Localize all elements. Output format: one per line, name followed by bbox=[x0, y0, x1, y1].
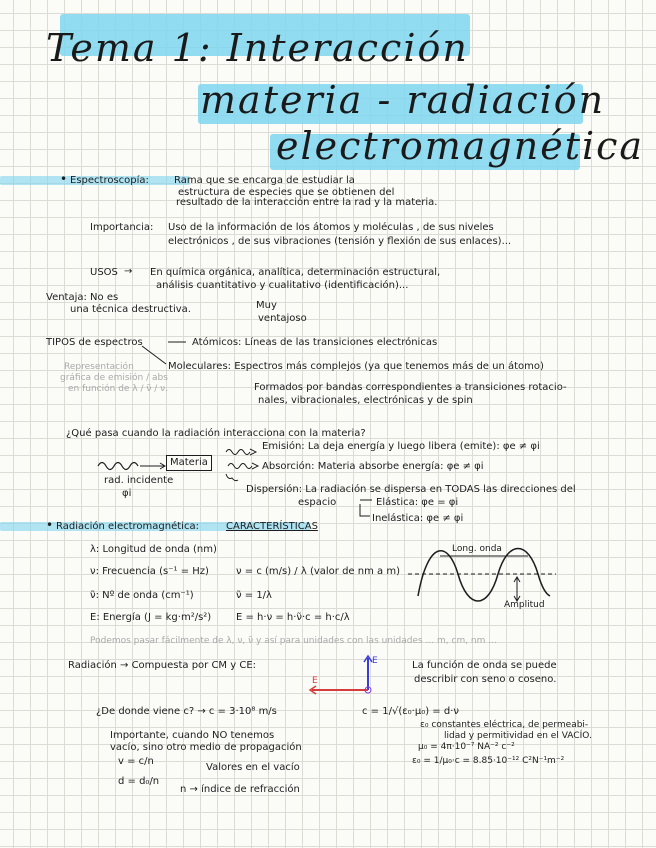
usos-line-2: análisis cuantitativo y cualitativo (identificación)... bbox=[156, 280, 409, 291]
dispersion-text-1: Dispersión: La radiación se dispersa en TODAS las direcciones del bbox=[246, 484, 576, 495]
v-c-note: Valores en el vacío bbox=[206, 762, 300, 773]
radiacion-label: Radiación electromagnética: bbox=[56, 521, 199, 532]
energia-def: E: Energía (J = kg·m²/s²) bbox=[90, 612, 212, 623]
interaccion-pregunta: ¿Qué pasa cuando la radiación interacciona con la materia? bbox=[66, 428, 366, 439]
constantes-line-1: ε₀ constantes eléctrica, de permeabi- bbox=[420, 720, 589, 730]
bullet: • bbox=[46, 518, 54, 532]
formados-line-2: nales, vibracionales, electrónicas y de spin bbox=[258, 395, 473, 406]
constantes-line-2: lidad y permitividad en el VACÍO. bbox=[444, 731, 592, 741]
usos-line-1: En química orgánica, analítica, determinación estructural, bbox=[150, 267, 441, 278]
rad-incidente-2: φi bbox=[122, 488, 132, 499]
formados-line-1: Formados por bandas correspondientes a transiciones rotacio- bbox=[254, 382, 567, 393]
d-n-note: n → índice de refracción bbox=[180, 784, 300, 795]
lambda-def: λ: Longitud de onda (nm) bbox=[90, 544, 217, 555]
inelastica-text: Inelástica: φe ≠ φi bbox=[372, 513, 464, 524]
espectroscopia-def-2: estructura de especies que se obtienen del bbox=[178, 187, 395, 198]
tipos-label: TIPOS de espectros bbox=[46, 337, 143, 348]
importancia-line-2: electrónicos , de sus vibraciones (tensión y flexión de sus enlaces)... bbox=[168, 236, 512, 247]
materia-box: Materia bbox=[166, 455, 212, 471]
importancia-label: Importancia: bbox=[90, 222, 154, 233]
d-n-formula: d = d₀/n bbox=[118, 776, 160, 787]
nu-formula: ν = c (m/s) / λ (valor de nm a m) bbox=[236, 566, 400, 577]
representacion-line-2: gráfica de emisión / abs bbox=[60, 373, 168, 383]
representacion-line-1: Representación bbox=[64, 362, 134, 372]
importancia-line-1: Uso de la información de los átomos y moléculas , de sus niveles bbox=[168, 222, 494, 233]
ventaja-line-2: Muy bbox=[256, 300, 277, 311]
dispersion-text-2: espacio bbox=[298, 497, 337, 508]
emision-text: Emisión: La deja energía y luego libera (emite): φe ≠ φi bbox=[262, 441, 540, 452]
absorcion-text: Absorción: Materia absorbe energía: φe ≠ φi bbox=[262, 461, 484, 472]
elastica-text: Elástica: φe = φi bbox=[376, 497, 459, 508]
title-line-1: Tema 1: Interacción bbox=[46, 26, 469, 70]
eps0-value: ε₀ = 1/μ₀·c = 8.85·10⁻¹² C²N⁻¹m⁻² bbox=[412, 756, 565, 766]
ventaja-line-1: una técnica destructiva. bbox=[70, 304, 191, 315]
espectroscopia-def-3: resultado de la interacción entre la rad y la materia. bbox=[176, 197, 438, 208]
funcion-line-2: describir con seno o coseno. bbox=[414, 674, 557, 685]
rad-incidente-1: rad. incidente bbox=[104, 475, 174, 486]
long-onda-label: Long. onda bbox=[452, 544, 502, 554]
tipos-atomicos: Atómicos: Líneas de las transiciones electrónicas bbox=[192, 337, 438, 348]
velocidad-pregunta: ¿De donde viene c? → c = 3·10⁸ m/s bbox=[96, 706, 277, 717]
energia-formula: E = h·ν = h·ν̃·c = h·c/λ bbox=[236, 612, 350, 623]
importante-line-2: vacío, sino otro medio de propagación bbox=[110, 742, 302, 753]
amplitud-label: Amplitud bbox=[504, 600, 545, 610]
nota-unidades: Podemos pasar fácilmente de λ, ν, ν̃ y así para unidades con las unidades ... m, cm, nm ... bbox=[90, 636, 497, 646]
velocidad-formula: c = 1/√(ε₀·μ₀) = d·ν bbox=[362, 706, 459, 717]
ventaja-line-3: ventajoso bbox=[258, 313, 307, 324]
compuesta-text: Radiación → Compuesta por CM y CE: bbox=[68, 660, 257, 671]
espectroscopia-def-1: Rama que se encarga de estudiar la bbox=[174, 175, 355, 186]
nu-def: ν: Frecuencia (s⁻¹ = Hz) bbox=[90, 566, 209, 577]
title-line-3: electromagnética bbox=[276, 124, 645, 168]
representacion-line-3: en función de λ / ν̃ / ν. bbox=[68, 384, 169, 394]
funcion-line-1: La función de onda se puede bbox=[412, 660, 557, 671]
arrow: → bbox=[124, 266, 133, 277]
title-line-2: materia - radiación bbox=[200, 78, 606, 122]
m-field-label: E bbox=[312, 676, 318, 686]
usos-label: USOS bbox=[90, 267, 118, 278]
ventaja-label: Ventaja: No es bbox=[46, 292, 119, 303]
importante-line-1: Importante, cuando NO tenemos bbox=[110, 730, 275, 741]
e-field-label: E bbox=[372, 656, 378, 666]
nutilde-def: ν̃: Nº de onda (cm⁻¹) bbox=[90, 590, 194, 601]
espectroscopia-label: Espectroscopía: bbox=[70, 175, 149, 186]
bullet: • bbox=[60, 172, 68, 186]
caracteristicas-label: CARACTERÍSTICAS bbox=[226, 521, 318, 532]
mu0-value: μ₀ = 4π·10⁻⁷ NA⁻² c⁻² bbox=[418, 742, 515, 752]
v-c-formula: v = c/n bbox=[118, 756, 154, 767]
nutilde-formula: ν̃ = 1/λ bbox=[236, 590, 272, 601]
tipos-moleculares: Moleculares: Espectros más complejos (ya que tenemos más de un átomo) bbox=[168, 361, 544, 372]
